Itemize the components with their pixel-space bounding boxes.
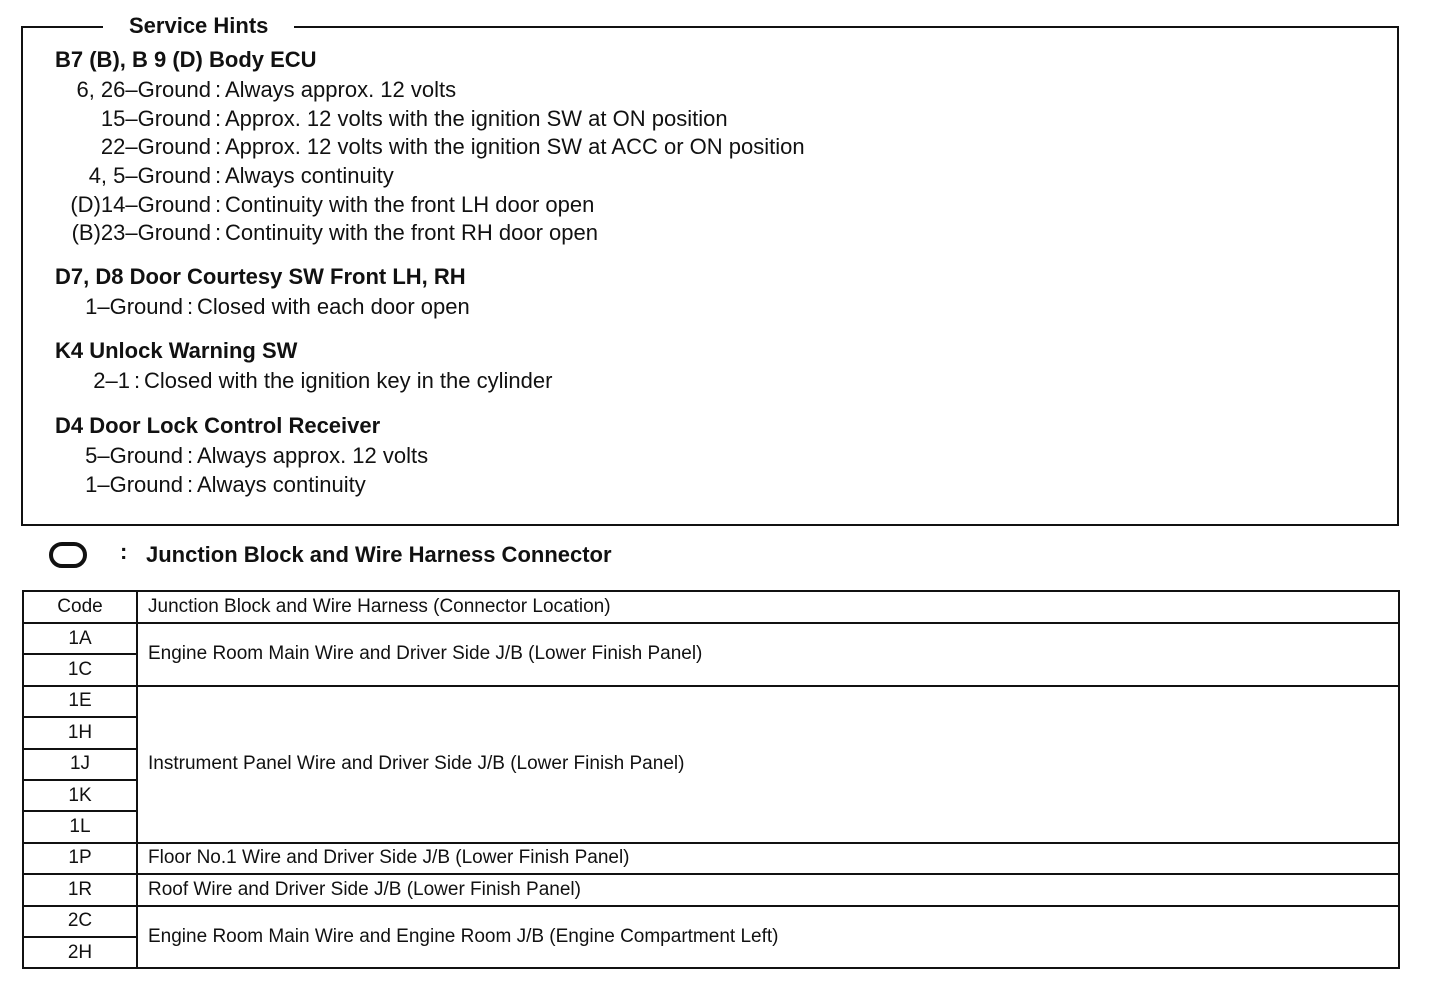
hint-row (55, 293, 470, 322)
hint-text: Closed with each door open (197, 294, 470, 319)
code-cell: 1P (23, 843, 137, 874)
hint-pin: 1–Ground (85, 471, 183, 497)
code-cell: 1R (23, 874, 137, 905)
table-row (23, 874, 1399, 905)
hint-pin: 15–Ground (100, 105, 211, 131)
hint-text: Closed with the ignition key in the cylinder (144, 368, 553, 393)
hint-text: Continuity with the front LH door open (225, 191, 595, 217)
hint-separator: : (214, 77, 222, 102)
service-hints-title: Service Hints (103, 12, 294, 40)
code-cell: 1L (23, 811, 137, 842)
junction-legend-title: Junction Block and Wire Harness Connector (146, 542, 612, 567)
hint-pin: 1–Ground (85, 294, 183, 319)
hint-row (55, 76, 805, 105)
table-row (23, 843, 1399, 874)
hint-row (55, 133, 805, 162)
hint-separator: : (186, 294, 194, 319)
code-cell: 1A (23, 623, 137, 654)
hint-text: Always continuity (197, 471, 366, 497)
junction-block-table (22, 590, 1400, 969)
hint-row (55, 162, 805, 191)
description-cell: Floor No.1 Wire and Driver Side J/B (Lower Finish Panel) (137, 843, 1399, 874)
description-cell: Engine Room Main Wire and Driver Side J/B (Lower Finish Panel) (137, 623, 1399, 686)
hint-separator: : (214, 134, 222, 160)
hint-section-door-lock-control-receiver (55, 412, 428, 499)
rounded-rectangle-icon (49, 542, 87, 568)
description-cell: Roof Wire and Driver Side J/B (Lower Finish Panel) (137, 874, 1399, 905)
hint-text: Always approx. 12 volts (197, 443, 429, 468)
hint-separator: : (214, 220, 222, 246)
hint-pin: 4, 5–Ground (88, 163, 211, 189)
section-title: D7, D8 Door Courtesy SW Front LH, RH (55, 264, 466, 289)
hint-text: Continuity with the front RH door open (225, 220, 598, 246)
hint-pin: 2–1 (93, 368, 130, 393)
code-cell: 2H (23, 937, 137, 968)
hint-separator: : (186, 471, 194, 497)
header-description: Junction Block and Wire Harness (Connector Location) (137, 591, 1399, 623)
hint-text: Always approx. 12 volts (225, 77, 457, 102)
hint-row (55, 471, 428, 500)
hint-row (55, 367, 552, 396)
hint-row (55, 191, 805, 220)
hint-separator: : (214, 105, 222, 131)
code-cell: 1K (23, 780, 137, 811)
hint-row (55, 219, 805, 248)
hint-section-body-ecu (55, 46, 805, 248)
hint-text: Always continuity (225, 163, 394, 189)
hint-pin: (D)14–Ground (70, 191, 211, 217)
description-cell: Engine Room Main Wire and Engine Room J/B (Engine Compartment Left) (137, 906, 1399, 969)
description-cell: Instrument Panel Wire and Driver Side J/B (Lower Finish Panel) (137, 686, 1399, 843)
code-cell: 1C (23, 654, 137, 685)
hint-pin: (B)23–Ground (71, 220, 211, 246)
code-cell: 1H (23, 717, 137, 748)
legend-colon: : (120, 539, 128, 564)
hint-pin: 5–Ground (85, 443, 183, 468)
table-row (23, 686, 1399, 717)
table-row (23, 623, 1399, 654)
table-row (23, 906, 1399, 937)
hint-row (55, 442, 428, 471)
hint-pin: 22–Ground (100, 134, 211, 160)
hint-separator: : (186, 443, 194, 468)
hint-separator: : (133, 368, 141, 393)
section-title: K4 Unlock Warning SW (55, 338, 298, 363)
hint-text: Approx. 12 volts with the ignition SW at ON position (225, 105, 728, 131)
hint-section-unlock-warning-sw (55, 337, 552, 396)
section-title: D4 Door Lock Control Receiver (55, 413, 381, 438)
section-title: B7 (B), B 9 (D) Body ECU (55, 47, 317, 72)
hint-text: Approx. 12 volts with the ignition SW at ACC or ON position (225, 134, 805, 160)
hint-separator: : (214, 191, 222, 217)
hint-section-door-courtesy-sw (55, 263, 470, 322)
code-cell: 2C (23, 906, 137, 937)
hint-pin: 6, 26–Ground (76, 77, 211, 102)
code-cell: 1J (23, 749, 137, 780)
service-hints-box (21, 13, 1399, 526)
code-cell: 1E (23, 686, 137, 717)
hint-separator: : (214, 163, 222, 189)
header-code: Code (23, 591, 137, 623)
table-header-row (23, 591, 1399, 623)
hint-row (55, 105, 805, 134)
